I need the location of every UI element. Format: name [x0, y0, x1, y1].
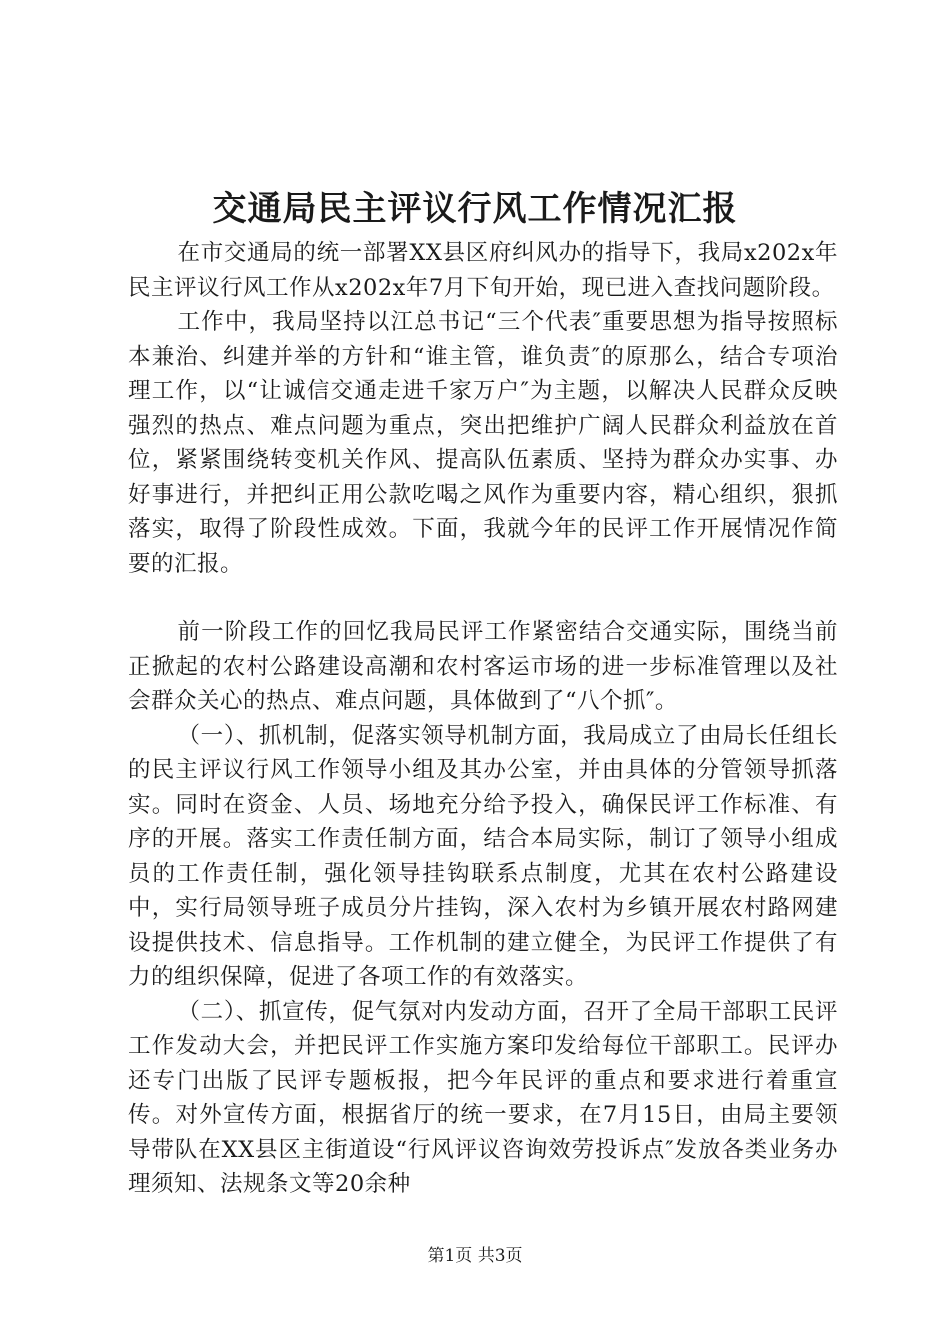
paragraph-overview: 工作中，我局坚持以江总书记“三个代表″重要思想为指导按照标本兼治、纠建并举的方针和“谁主管，谁负责″的原那么，结合专项治理工作，以“让诚信交通走进千家万户″为主题，以解决人民群众反映强烈的热点、难点问题为重点，突出把维护广阔人民群众利益放在首位，紧紧围绕转变机关作风、提高队伍素质、坚持为群众办实事、办好事进行，并把纠正用公款吃喝之风作为重要内容，精心组织，狠抓落实，取得了阶段性成效。下面，我就今年的民评工作开展情况作简要的汇报。: [128, 309, 838, 577]
document-body: [128, 236, 838, 1202]
document-title: 交通局民主评议行风工作情况汇报: [212, 189, 738, 229]
paragraph-publicity: （二）、抓宣传，促气氛对内发动方面，召开了全局干部职工民评工作发动大会，并把民评工作实施方案印发给每位干部职工。民评办还专门出版了民评专题板报，把今年民评的重点和要求进行着重宣传。对外宣传方面，根据省厅的统一要求，在7月15日，由局主要领导带队在XX县区主街道设“行风评议咨询效劳投诉点″发放各类业务办理须知、法规条文等20余种: [128, 998, 838, 1197]
page-footer: 第1页 共3页: [427, 1246, 523, 1266]
paragraph-review: 前一阶段工作的回忆我局民评工作紧密结合交通实际，围绕当前正掀起的农村公路建设高潮和农村客运市场的进一步标准管理以及社会群众关心的热点、难点问题，具体做到了“八个抓″。: [128, 619, 838, 714]
paragraph-mechanism: （一）、抓机制，促落实领导机制方面，我局成立了由局长任组长的民主评议行风工作领导小组及其办公室，并由具体的分管领导抓落实。同时在资金、人员、场地充分给予投入，确保民评工作标准、有序的开展。落实工作责任制方面，结合本局实际，制订了领导小组成员的工作责任制，强化领导挂钩联系点制度，尤其在农村公路建设中，实行局领导班子成员分片挂钩，深入农村为乡镇开展农村路网建设提供技术、信息指导。工作机制的建立健全，为民评工作提供了有力的组织保障，促进了各项工作的有效落实。: [128, 722, 838, 990]
paragraph-intro: 在市交通局的统一部署XX县区府纠风办的指导下，我局x202x年民主评议行风工作从x202x年7月下旬开始，现已进入查找问题阶段。: [128, 240, 838, 301]
